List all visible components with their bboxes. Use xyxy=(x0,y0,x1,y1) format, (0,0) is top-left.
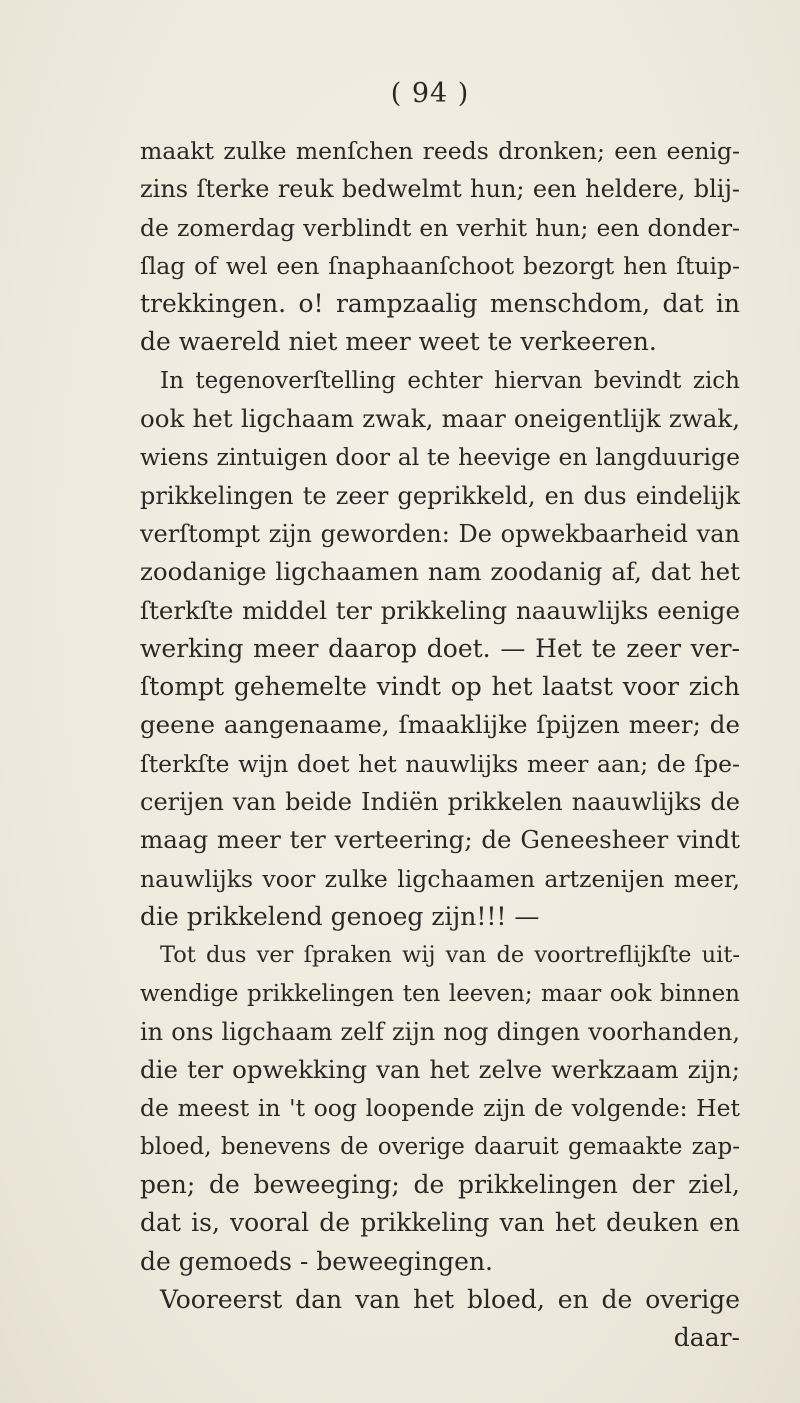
text-line: prikkelingen te zeer geprikkeld, en dus eindelijk xyxy=(140,481,740,510)
text-line: nauwlijks voor zulke ligchaamen artzenijen meer, xyxy=(140,864,740,893)
text-line: bloed, benevens de overige daaruit gemaakte zap- xyxy=(140,1133,740,1160)
text-line: in ons ligchaam zelf zijn nog dingen voorhanden, xyxy=(140,1017,740,1046)
text-line: ook het ligchaam zwak, maar oneigentlijk zwak, xyxy=(140,404,740,434)
text-line: maag meer ter verteering; de Geneesheer vindt xyxy=(140,825,740,855)
text-line: de waereld niet meer weet te verkeeren. xyxy=(140,327,657,357)
text-line: trekkingen. o! rampzaalig menschdom, dat in xyxy=(140,289,740,319)
text-line: de zomerdag verblindt en verhit hun; een donder- xyxy=(140,213,740,242)
page-number: ( 94 ) xyxy=(390,78,470,109)
text-line: de meest in 't oog loopende zijn de volgende: Het xyxy=(140,1094,740,1123)
text-line: pen; de beweeging; de prikkelingen der ziel, xyxy=(140,1170,740,1200)
text-line: wiens zintuigen door al te heevige en langduurige xyxy=(140,443,740,472)
text-line: geene aangenaame, ſmaaklijke ſpijzen meer; de xyxy=(140,710,740,740)
text-line: werking meer daarop doet. — Het te zeer ver- xyxy=(140,633,740,663)
text-line: Vooreerst dan van het bloed, en de overige xyxy=(160,1284,740,1314)
text-line: ſterkſte wijn doet het nauwlijks meer aan; de ſpe- xyxy=(140,749,740,778)
text-line: dat is, vooral de prikkeling van het deuken en xyxy=(140,1208,740,1238)
text-line: verſtompt zijn geworden: De opwekbaarheid van xyxy=(140,519,740,548)
text-line: die ter opwekking van het zelve werkzaam zijn; xyxy=(140,1055,740,1085)
text-line: die prikkelend genoeg zijn!!! — xyxy=(140,901,540,931)
text-line: wendige prikkelingen ten leeven; maar ook binnen xyxy=(140,980,740,1007)
text-line: de gemoeds - beweegingen. xyxy=(140,1246,494,1276)
text-line: cerijen van beide Indiën prikkelen naauwlijks de xyxy=(140,788,740,817)
text-line: zins ſterke reuk bedwelmt hun; een heldere, blij- xyxy=(140,175,740,204)
text-line: ſterkſte middel ter prikkeling naauwlijks eenige xyxy=(140,595,740,625)
text-line: In tegenoverſtelling echter hiervan bevindt zich xyxy=(160,367,740,394)
text-line: Tot dus ver ſpraken wij van de voortreflijkſte uit- xyxy=(160,942,740,969)
text-line: zoodanige ligchaamen nam zoodanig af, dat het xyxy=(140,557,740,587)
body-text xyxy=(140,132,740,1358)
text-line: ſlag of wel een ſnaphaanſchoot bezorgt hen ſtuip- xyxy=(140,251,740,280)
text-line: ſtompt gehemelte vindt op het laatst voor zich xyxy=(140,672,740,702)
text-line: maakt zulke menſchen reeds dronken; een eenig- xyxy=(140,137,740,165)
catchword: daar- xyxy=(673,1323,740,1353)
